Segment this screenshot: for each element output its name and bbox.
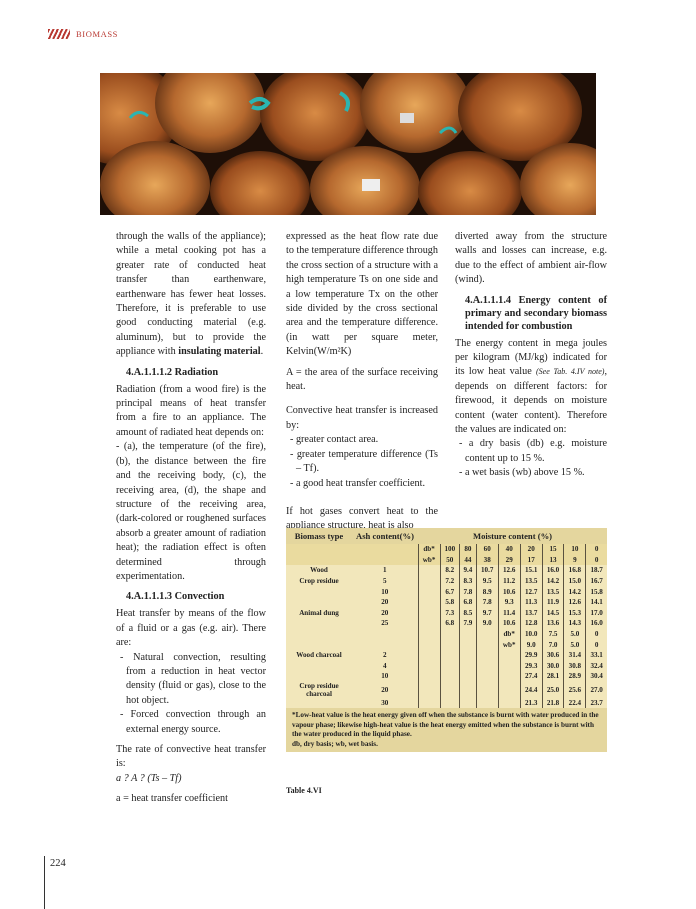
- moisture-cell: [418, 639, 440, 650]
- moisture-cell: 12.6: [564, 597, 586, 608]
- wb-value: 9: [564, 555, 586, 566]
- paragraph-text: The energy content in mega joules per kilogram (MJ/kg) indicated for its low heat value: [455, 337, 607, 378]
- header-moisture: Moisture content (%): [472, 531, 553, 541]
- moisture-cell: 8.3: [459, 576, 476, 587]
- moisture-cell: [418, 671, 440, 682]
- moisture-cell: 11.2: [498, 576, 520, 587]
- moisture-cell: [418, 618, 440, 629]
- table-row: [286, 629, 607, 640]
- paragraph-text: through the walls of the appliance); while a metal cooking pot has a greater rate of conducted heat transfer than earthenware, earthenware has fewer heat losses. Therefore, it is preferable to use good conducting material (e.g. aluminum), but to provide the appliance with: [116, 231, 266, 358]
- moisture-cell: [440, 661, 459, 672]
- paragraph-hot-gases: If hot gases convert heat to the appliance structure, heat is also: [286, 505, 438, 532]
- moisture-cell: 30.0: [542, 661, 564, 672]
- biomass-type-cell: Wood: [310, 566, 328, 575]
- radiation-list: - (a), the temperature (of the fire), (b), the distance between the fire and the receiving body, (c), the receiving area, (d), the shape and structure of the receiving area, (dark-colored or roughened surfaces absorb a greater amount of radiation heat); the radiation effect is often determined through experimentation.: [116, 441, 266, 582]
- wb-label: wb*: [418, 555, 440, 566]
- punctuation: .: [260, 346, 264, 358]
- table-row: [286, 576, 607, 587]
- ash-cell: 4: [382, 661, 387, 670]
- wb-value: 13: [542, 555, 564, 566]
- moisture-cell: [476, 650, 498, 661]
- moisture-cell: [418, 682, 440, 698]
- db-label: db*: [418, 544, 440, 555]
- moisture-cell: [418, 576, 440, 587]
- moisture-cell: [459, 629, 476, 640]
- bold-term: insulating material: [178, 346, 261, 358]
- moisture-cell: 27.4: [520, 671, 542, 682]
- table-header-row: [286, 528, 607, 544]
- moisture-cell: 10.0: [520, 629, 542, 640]
- moisture-cell: 8.5: [459, 608, 476, 619]
- heading-energy: 4.A.1.1.1.4 Energy content of primary and secondary biomass intended for combustion: [465, 294, 607, 332]
- wb-row: [286, 555, 607, 566]
- moisture-cell: 11.3: [520, 597, 542, 608]
- text-column-3: [455, 230, 607, 487]
- moisture-cell: 29.9: [520, 650, 542, 661]
- moisture-cell: 14.3: [564, 618, 586, 629]
- db-row: [286, 544, 607, 555]
- moisture-cell: 5.0: [564, 639, 586, 650]
- moisture-cell: [498, 671, 520, 682]
- db-value: 40: [498, 544, 520, 555]
- table-reference: (See Tab. 4.IV note): [536, 367, 605, 377]
- moisture-cell: 7.8: [459, 586, 476, 597]
- moisture-cell: [476, 698, 498, 709]
- moisture-cell: [440, 629, 459, 640]
- moisture-cell: db*: [498, 629, 520, 640]
- moisture-cell: 25.6: [564, 682, 586, 698]
- moisture-cell: [418, 586, 440, 597]
- moisture-cell: 30.4: [586, 671, 607, 682]
- paragraph: expressed as the heat flow rate due to the temperature difference through the cross section of a structure with a high temperature Ts on one side and a low temperature Tx on the other side divided by the cross sectional area and the temperature difference. (in watt per square meter, Kelvin(W/m²K): [286, 231, 438, 358]
- paragraph: [116, 230, 266, 360]
- table-row: [286, 597, 607, 608]
- empty-cell: [286, 544, 352, 555]
- biomass-type-cell: [286, 586, 352, 597]
- moisture-cell: [418, 565, 440, 576]
- moisture-cell: [498, 661, 520, 672]
- moisture-cell: 28.9: [564, 671, 586, 682]
- moisture-cell: 30.8: [564, 661, 586, 672]
- paragraph: diverted away from the structure walls and losses can increase, e.g. due to the effect of ambient air-flow (wind).: [455, 231, 607, 286]
- moisture-cell: [459, 698, 476, 709]
- db-value: 60: [476, 544, 498, 555]
- moisture-cell: 16.0: [586, 618, 607, 629]
- paragraph-A: A = the area of the surface receiving heat.: [286, 366, 438, 393]
- wb-value: 29: [498, 555, 520, 566]
- paragraph-energy: [455, 337, 607, 438]
- moisture-cell: 8.9: [476, 586, 498, 597]
- biomass-type-cell: [286, 671, 352, 682]
- moisture-cell: 16.8: [564, 565, 586, 576]
- moisture-cell: 10.6: [498, 586, 520, 597]
- table-row: [286, 682, 607, 698]
- moisture-cell: [476, 661, 498, 672]
- biomass-type-cell: Crop residue: [299, 577, 339, 586]
- moisture-cell: 10.6: [498, 618, 520, 629]
- moisture-cell: 15.3: [564, 608, 586, 619]
- ash-cell: 20: [381, 598, 389, 607]
- moisture-cell: 13.6: [542, 618, 564, 629]
- moisture-cell: 9.3: [498, 597, 520, 608]
- moisture-cell: 17.0: [586, 608, 607, 619]
- header-title: BIOMASS: [76, 29, 118, 39]
- list-item: - greater contact area.: [290, 434, 379, 446]
- biomass-type-cell: Animal dung: [299, 608, 339, 617]
- text-column-2: [286, 230, 438, 540]
- biomass-type-cell: [286, 629, 352, 640]
- table-row: [286, 586, 607, 597]
- moisture-cell: [418, 650, 440, 661]
- moisture-cell: [418, 698, 440, 709]
- list-item: - a wet basis (wb) above 15 %.: [459, 467, 585, 479]
- empty-cell: [352, 555, 418, 566]
- moisture-cell: [440, 639, 459, 650]
- ash-cell: 10: [381, 672, 389, 681]
- moisture-cell: [459, 639, 476, 650]
- paragraph-rate: The rate of convective heat transfer is:: [116, 744, 266, 770]
- moisture-cell: 5.0: [564, 629, 586, 640]
- table-footnote: [286, 708, 607, 752]
- page-number: 224: [50, 858, 66, 869]
- biomass-type-cell: [286, 618, 352, 629]
- moisture-cell: 12.8: [520, 618, 542, 629]
- table-row: [286, 671, 607, 682]
- moisture-cell: [440, 650, 459, 661]
- moisture-cell: 12.7: [520, 586, 542, 597]
- list-item: - Forced convection through an external energy source.: [120, 709, 266, 735]
- list-item: - Natural convection, resulting from a reduction in heat vector density (fluid or gas), close to the hot object.: [120, 651, 266, 706]
- list-item: - greater temperature difference (Ts – Tf).: [290, 448, 438, 475]
- ash-cell: [352, 629, 418, 640]
- moisture-cell: 30.6: [542, 650, 564, 661]
- ash-cell: 30: [381, 699, 389, 708]
- footnote-text: db, dry basis; wb, wet basis.: [292, 739, 378, 748]
- moisture-cell: 10.7: [476, 565, 498, 576]
- moisture-cell: 7.0: [542, 639, 564, 650]
- moisture-cell: 14.2: [542, 576, 564, 587]
- moisture-cell: 8.2: [440, 565, 459, 576]
- moisture-cell: 33.1: [586, 650, 607, 661]
- moisture-cell: 6.8: [440, 618, 459, 629]
- ash-cell: 20: [381, 685, 389, 694]
- paragraph-increase: Convective heat transfer is increased by:: [286, 405, 438, 431]
- moisture-cell: 11.9: [542, 597, 564, 608]
- paragraph-a: a = heat transfer coefficient: [116, 793, 228, 805]
- formula: a ? A ? (Ts – Tf): [116, 772, 182, 784]
- log-pile-image: [100, 73, 596, 215]
- table-row: [286, 661, 607, 672]
- paragraph-text: , depends on different factors: for firewood, it depends on moisture content (water content). Therefore the values are indicated on:: [455, 366, 608, 436]
- moisture-cell: 7.5: [542, 629, 564, 640]
- db-value: 20: [520, 544, 542, 555]
- energy-content-table: [286, 528, 607, 785]
- wb-value: 50: [440, 555, 459, 566]
- table-row: [286, 650, 607, 661]
- biomass-type-cell: Wood charcoal: [296, 651, 342, 660]
- moisture-cell: 16.7: [586, 576, 607, 587]
- moisture-cell: [459, 671, 476, 682]
- moisture-cell: [476, 682, 498, 698]
- heading-convection: 4.A.1.1.1.3 Convection: [126, 591, 225, 603]
- moisture-cell: 11.4: [498, 608, 520, 619]
- paragraph-radiation: Radiation (from a wood fire) is the principal means of heat transfer from a fire to an appliance. The amount of radiated heat depends on:: [116, 383, 266, 438]
- db-value: 100: [440, 544, 459, 555]
- ash-cell: 5: [382, 577, 387, 586]
- wb-value: 17: [520, 555, 542, 566]
- moisture-cell: 18.7: [586, 565, 607, 576]
- table-caption: Table 4.VI: [286, 786, 322, 795]
- moisture-cell: 23.7: [586, 698, 607, 709]
- paragraph-convection: Heat transfer by means of the flow of a fluid or a gas (e.g. air). There are:: [116, 608, 266, 649]
- biomass-type-cell: [286, 661, 352, 672]
- moisture-cell: [418, 597, 440, 608]
- page-number-rule: [44, 856, 45, 909]
- wb-value: 44: [459, 555, 476, 566]
- ash-cell: 10: [381, 587, 389, 596]
- biomass-type-cell: [286, 597, 352, 608]
- empty-cell: [352, 544, 418, 555]
- moisture-cell: 29.3: [520, 661, 542, 672]
- moisture-cell: [459, 661, 476, 672]
- moisture-cell: 21.8: [542, 698, 564, 709]
- moisture-cell: 9.5: [476, 576, 498, 587]
- table-row: [286, 565, 607, 576]
- moisture-cell: 7.9: [459, 618, 476, 629]
- biomass-type-cell: [286, 639, 352, 650]
- header-stripes-icon: [48, 29, 70, 39]
- moisture-cell: 9.0: [476, 618, 498, 629]
- heading-radiation: 4.A.1.1.1.2 Radiation: [126, 366, 219, 378]
- table: [286, 528, 607, 708]
- empty-cell: [286, 555, 352, 566]
- moisture-cell: 0: [586, 639, 607, 650]
- moisture-cell: 31.4: [564, 650, 586, 661]
- moisture-cell: 5.8: [440, 597, 459, 608]
- moisture-cell: 9.7: [476, 608, 498, 619]
- moisture-cell: 28.1: [542, 671, 564, 682]
- moisture-cell: 9.0: [520, 639, 542, 650]
- db-value: 80: [459, 544, 476, 555]
- moisture-cell: 32.4: [586, 661, 607, 672]
- moisture-cell: [476, 629, 498, 640]
- moisture-cell: 16.0: [542, 565, 564, 576]
- moisture-cell: 15.1: [520, 565, 542, 576]
- moisture-cell: [476, 639, 498, 650]
- moisture-cell: 14.1: [586, 597, 607, 608]
- moisture-cell: [459, 650, 476, 661]
- moisture-cell: 15.0: [564, 576, 586, 587]
- table-row: [286, 608, 607, 619]
- ash-cell: [352, 639, 418, 650]
- moisture-cell: [418, 629, 440, 640]
- log-pile-photo: [100, 73, 596, 215]
- ash-cell: 2: [382, 651, 387, 660]
- moisture-cell: [440, 682, 459, 698]
- moisture-cell: [418, 608, 440, 619]
- db-value: 0: [586, 544, 607, 555]
- moisture-cell: 15.8: [586, 586, 607, 597]
- moisture-cell: [476, 671, 498, 682]
- moisture-cell: 6.7: [440, 586, 459, 597]
- moisture-cell: 7.8: [476, 597, 498, 608]
- biomass-type-cell: [286, 698, 352, 709]
- moisture-cell: 21.3: [520, 698, 542, 709]
- ash-cell: 20: [381, 608, 389, 617]
- header-ash: Ash content(%): [355, 531, 414, 541]
- running-header: [48, 27, 118, 41]
- moisture-cell: [440, 698, 459, 709]
- moisture-cell: 24.4: [520, 682, 542, 698]
- wb-value: 0: [586, 555, 607, 566]
- table-row: [286, 618, 607, 629]
- moisture-cell: 7.3: [440, 608, 459, 619]
- moisture-cell: 0: [586, 629, 607, 640]
- moisture-cell: wb*: [498, 639, 520, 650]
- moisture-cell: 13.5: [542, 586, 564, 597]
- moisture-cell: [498, 682, 520, 698]
- moisture-cell: 13.7: [520, 608, 542, 619]
- moisture-cell: [418, 661, 440, 672]
- list-item: - a good heat transfer coefficient.: [290, 477, 426, 489]
- moisture-cell: 6.8: [459, 597, 476, 608]
- moisture-cell: 9.4: [459, 565, 476, 576]
- table-row: [286, 698, 607, 709]
- table-row: [286, 639, 607, 650]
- wb-value: 38: [476, 555, 498, 566]
- footnote-text: *Low-heat value is the heat energy given off when the substance is burnt with water produced in the vapour phase; likewise high-heat value is the heat energy emitted when the substance is burnt with the water produced in the liquid phase.: [292, 711, 599, 739]
- moisture-cell: [440, 671, 459, 682]
- db-value: 10: [564, 544, 586, 555]
- ash-cell: 1: [382, 566, 387, 575]
- moisture-cell: 25.0: [542, 682, 564, 698]
- moisture-cell: [498, 650, 520, 661]
- list-item: - a dry basis (db) e.g. moisture content up to 15 %.: [459, 438, 607, 464]
- moisture-cell: [459, 682, 476, 698]
- moisture-cell: [498, 698, 520, 709]
- biomass-type-cell: Crop residue charcoal: [299, 681, 339, 698]
- header-biomass: Biomass type: [294, 531, 344, 541]
- ash-cell: 25: [381, 619, 389, 628]
- moisture-cell: 12.6: [498, 565, 520, 576]
- db-value: 15: [542, 544, 564, 555]
- text-column-1: [116, 230, 266, 813]
- moisture-cell: 7.2: [440, 576, 459, 587]
- moisture-cell: 14.2: [564, 586, 586, 597]
- moisture-cell: 22.4: [564, 698, 586, 709]
- moisture-cell: 14.5: [542, 608, 564, 619]
- moisture-cell: 13.5: [520, 576, 542, 587]
- moisture-cell: 27.0: [586, 682, 607, 698]
